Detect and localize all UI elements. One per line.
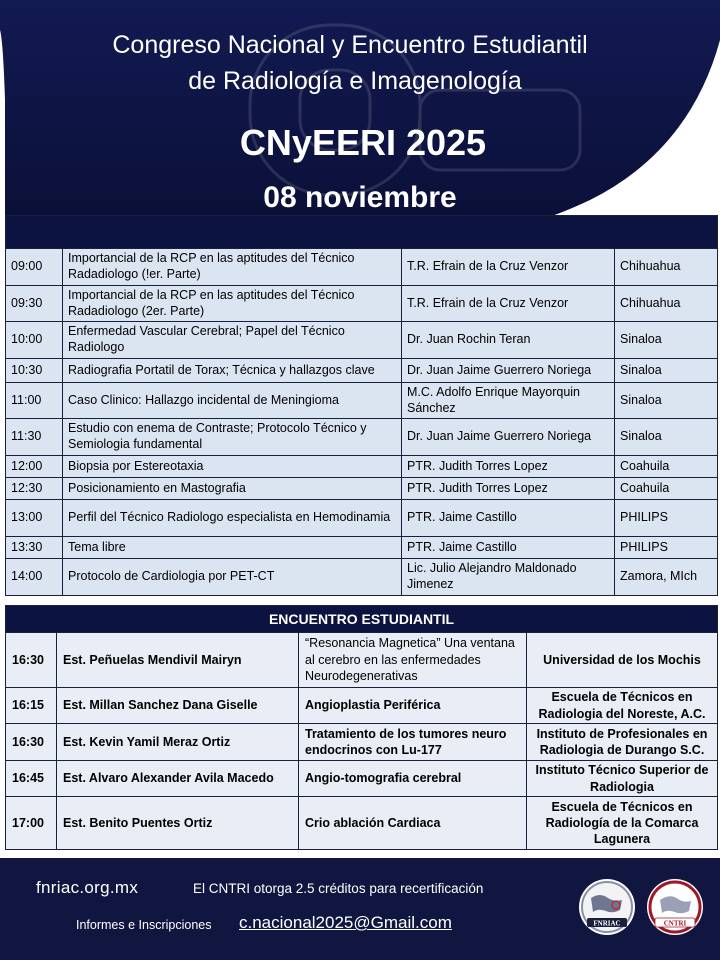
credits-note: El CNTRI otorga 2.5 créditos para recertificación bbox=[193, 881, 484, 896]
program-topic: Protocolo de Cardiologia por PET-CT bbox=[63, 559, 402, 596]
program-time: 12:30 bbox=[6, 478, 63, 500]
student-time: 16:30 bbox=[6, 724, 57, 761]
program-topic: Biopsia por Estereotaxia bbox=[63, 456, 402, 478]
student-school: Escuela de Técnicos en Radiología de la Comarca Lagunera bbox=[527, 797, 718, 850]
program-topic: Tema libre bbox=[63, 537, 402, 559]
program-state: Chihuahua bbox=[615, 249, 718, 286]
program-speaker: PTR. Jaime Castillo bbox=[402, 537, 615, 559]
program-speaker: Lic. Julio Alejandro Maldonado Jimenez bbox=[402, 559, 615, 596]
program-time: 13:30 bbox=[6, 537, 63, 559]
student-topic: Crio ablación Cardiaca bbox=[299, 797, 527, 850]
program-state: Coahuila bbox=[615, 478, 718, 500]
program-speaker: Dr. Juan Jaime Guerrero Noriega bbox=[402, 419, 615, 456]
table-row bbox=[6, 359, 718, 383]
program-time: 14:00 bbox=[6, 559, 63, 596]
program-speaker: T.R. Efrain de la Cruz Venzor bbox=[402, 286, 615, 322]
program-time: 11:30 bbox=[6, 419, 63, 456]
program-topic: Importancial de la RCP en las aptitudes del Técnico Radadiologo (2er. Parte) bbox=[63, 286, 402, 322]
program-topic: Perfil del Técnico Radiologo especialista en Hemodinamia bbox=[63, 500, 402, 537]
student-school: Instituto de Profesionales en Radiologia de Durango S.C. bbox=[527, 724, 718, 761]
student-topic: “Resonancia Magnetica” Una ventana al cerebro en las enfermedades Neurodegenerativas bbox=[299, 633, 527, 688]
cntri-logo-text: CNTRI bbox=[663, 919, 687, 928]
student-heading: ENCUENTRO ESTUDIANTIL bbox=[6, 606, 718, 633]
table-row bbox=[6, 688, 718, 724]
program-state: Sinaloa bbox=[615, 322, 718, 359]
program-time: 11:00 bbox=[6, 383, 63, 419]
table-row bbox=[6, 500, 718, 537]
program-state: Sinaloa bbox=[615, 359, 718, 383]
student-topic: Angioplastia Periférica bbox=[299, 688, 527, 724]
student-topic: Tratamiento de los tumores neuro endocrinos con Lu-177 bbox=[299, 724, 527, 761]
program-table bbox=[5, 215, 718, 596]
program-time: 12:00 bbox=[6, 456, 63, 478]
program-state: Sinaloa bbox=[615, 383, 718, 419]
student-name: Est. Kevin Yamil Meraz Ortiz bbox=[57, 724, 299, 761]
program-time: 10:00 bbox=[6, 322, 63, 359]
website-link[interactable]: fnriac.org.mx bbox=[36, 878, 139, 897]
table-row bbox=[6, 633, 718, 688]
program-speaker: T.R. Efrain de la Cruz Venzor bbox=[402, 249, 615, 286]
program-topic: Posicionamiento en Mastografia bbox=[63, 478, 402, 500]
table-row bbox=[6, 419, 718, 456]
student-name: Est. Millan Sanchez Dana Giselle bbox=[57, 688, 299, 724]
table-row bbox=[6, 249, 718, 286]
program-state: Coahuila bbox=[615, 456, 718, 478]
footer bbox=[0, 858, 720, 960]
table-row bbox=[6, 559, 718, 596]
program-time: 09:30 bbox=[6, 286, 63, 322]
table-row bbox=[6, 383, 718, 419]
student-name: Est. Alvaro Alexander Avila Macedo bbox=[57, 761, 299, 797]
student-school: Universidad de los Mochis bbox=[527, 633, 718, 688]
cntri-logo bbox=[646, 878, 704, 936]
program-state: PHILIPS bbox=[615, 537, 718, 559]
program-state: Sinaloa bbox=[615, 419, 718, 456]
student-topic: Angio-tomografia cerebral bbox=[299, 761, 527, 797]
student-time: 16:45 bbox=[6, 761, 57, 797]
program-speaker: PTR. Judith Torres Lopez bbox=[402, 478, 615, 500]
fnriac-logo-text: FNRIAC bbox=[593, 919, 621, 928]
student-time: 17:00 bbox=[6, 797, 57, 850]
table-row bbox=[6, 456, 718, 478]
table-row bbox=[6, 322, 718, 359]
fnriac-logo bbox=[578, 878, 636, 936]
student-school: Instituto Técnico Superior de Radiologia bbox=[527, 761, 718, 797]
program-time: 13:00 bbox=[6, 500, 63, 537]
program-table-header bbox=[6, 216, 718, 249]
program-time: 09:00 bbox=[6, 249, 63, 286]
program-speaker: Dr. Juan Rochin Teran bbox=[402, 322, 615, 359]
program-topic: Radiografia Portatil de Torax; Técnica y hallazgos clave bbox=[63, 359, 402, 383]
table-row bbox=[6, 478, 718, 500]
student-table-header bbox=[6, 606, 718, 633]
student-time: 16:15 bbox=[6, 688, 57, 724]
program-topic: Estudio con enema de Contraste; Protocolo Técnico y Semiologia fundamental bbox=[63, 419, 402, 456]
student-school: Escuela de Técnicos en Radiologia del Noreste, A.C. bbox=[527, 688, 718, 724]
program-speaker: Dr. Juan Jaime Guerrero Noriega bbox=[402, 359, 615, 383]
table-row bbox=[6, 537, 718, 559]
table-row bbox=[6, 724, 718, 761]
congress-title-line2: de Radiología e Imagenología bbox=[188, 67, 522, 95]
student-table bbox=[5, 605, 718, 850]
student-name: Est. Peñuelas Mendivil Mairyn bbox=[57, 633, 299, 688]
program-state: Zamora, MIch bbox=[615, 559, 718, 596]
event-date: 08 noviembre bbox=[263, 181, 457, 214]
program-topic: Enfermedad Vascular Cerebral; Papel del Técnico Radiologo bbox=[63, 322, 402, 359]
table-row bbox=[6, 761, 718, 797]
email-link[interactable]: c.nacional2025@Gmail.com bbox=[239, 913, 452, 932]
event-brand: CNyEERI 2025 bbox=[239, 122, 487, 163]
program-topic: Importancial de la RCP en las aptitudes del Técnico Radadiologo (!er. Parte) bbox=[63, 249, 402, 286]
program-speaker: M.C. Adolfo Enrique Mayorquin Sánchez bbox=[402, 383, 615, 419]
informes-label: Informes e Inscripciones bbox=[76, 918, 212, 932]
student-time: 16:30 bbox=[6, 633, 57, 688]
congress-title-line1: Congreso Nacional y Encuentro Estudiantil bbox=[112, 31, 588, 59]
program-speaker: PTR. Judith Torres Lopez bbox=[402, 456, 615, 478]
table-row bbox=[6, 286, 718, 322]
program-topic: Caso Clinico: Hallazgo incidental de Meningioma bbox=[63, 383, 402, 419]
student-name: Est. Benito Puentes Ortiz bbox=[57, 797, 299, 850]
program-state: PHILIPS bbox=[615, 500, 718, 537]
program-speaker: PTR. Jaime Castillo bbox=[402, 500, 615, 537]
program-state: Chihuahua bbox=[615, 286, 718, 322]
program-time: 10:30 bbox=[6, 359, 63, 383]
table-row bbox=[6, 797, 718, 850]
